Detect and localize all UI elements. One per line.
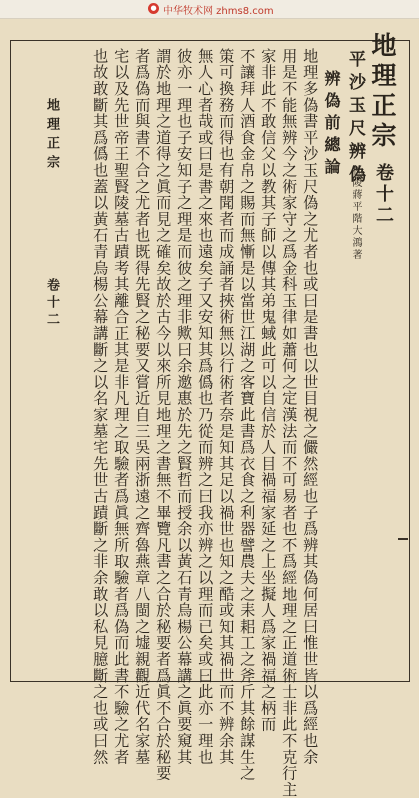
body-line: 者爲偽而與書不合之尤者也既得先賢之秘要又嘗近自三吳兩浙遠之齊魯燕章八閩之墟親觀近代名家墓 bbox=[133, 48, 152, 766]
watermark-bar bbox=[0, 0, 419, 19]
running-head-title: 地理正宗 bbox=[44, 98, 59, 174]
author-credit: 杜陵蔣平階大鴻著 bbox=[350, 165, 361, 261]
body-line: 也故敢斷其爲僞也蓋以黃石青烏楊公幕講斷之以名家墓宅先世古蹟斷之非余敢以私見臆斷之也或曰然 bbox=[91, 48, 110, 766]
running-head-volume: 卷十二 bbox=[44, 278, 59, 329]
volume-label: 卷十二 bbox=[373, 163, 394, 226]
subtitle: 平沙玉尺辨偽 bbox=[345, 50, 365, 188]
section-title: 辨偽前總論 bbox=[322, 70, 341, 180]
body-line: 無人心者哉或曰是書之來也遠矣子又安知其爲僞也乃從而辨之曰我亦辨之以理而已矣或曰此亦一理也 bbox=[196, 48, 215, 766]
body-line: 不讓拜人酒食金帛之賜而無慚是以當世江湖之客寶此書爲衣食之利器譬農夫之耒耜工之斧斤其餘謀生之 bbox=[238, 48, 257, 782]
body-line: 策可換務而得也有朝聞者而成誦者挾術無以行術者奈是知其足以禍世也知之酷或知其禍世而不辨余其 bbox=[217, 48, 236, 766]
margin-dash bbox=[398, 538, 408, 540]
body-line: 謂於地理之道得之眞而見之確矣故於古今以來所見地理之書無不畢覽凡書之合於秘要者爲眞不合於秘要 bbox=[154, 48, 173, 782]
body-line: 家非此不敢信父以教其子師以傳其弟鬼蜮此可以自信於人目禍福家延之上坐擬人爲家禍福之柄而 bbox=[259, 48, 278, 733]
body-line: 彼亦一理也子安知子之理是而彼之理非歟曰余邀惠於先之賢哲而授余以黃石青烏楊公幕講之眞要窺其 bbox=[175, 48, 194, 766]
site-logo-icon: ● bbox=[148, 3, 159, 14]
body-line: 用是不能無辨今之術家守之爲金科玉律如蕭何之定漢法而不可易者也不爲經地理之正道術士非此不克行主 bbox=[280, 48, 299, 798]
body-line: 地理多偽書平沙玉尺偽之尤者也或曰是書也以世目視之儼然經也子爲辨其偽何居曰惟世皆以爲經也余 bbox=[301, 48, 320, 766]
book-page bbox=[0, 18, 419, 798]
body-line: 宅以及先世帝王聖賢陵墓古蹟考其離合正其是非凡理之取驗者爲眞無所取驗者爲偽而此書不驗之尤者 bbox=[112, 48, 131, 766]
watermark-text: 中华牧术网 zhms8.com bbox=[163, 6, 274, 17]
book-title: 地理正宗 bbox=[368, 32, 397, 152]
